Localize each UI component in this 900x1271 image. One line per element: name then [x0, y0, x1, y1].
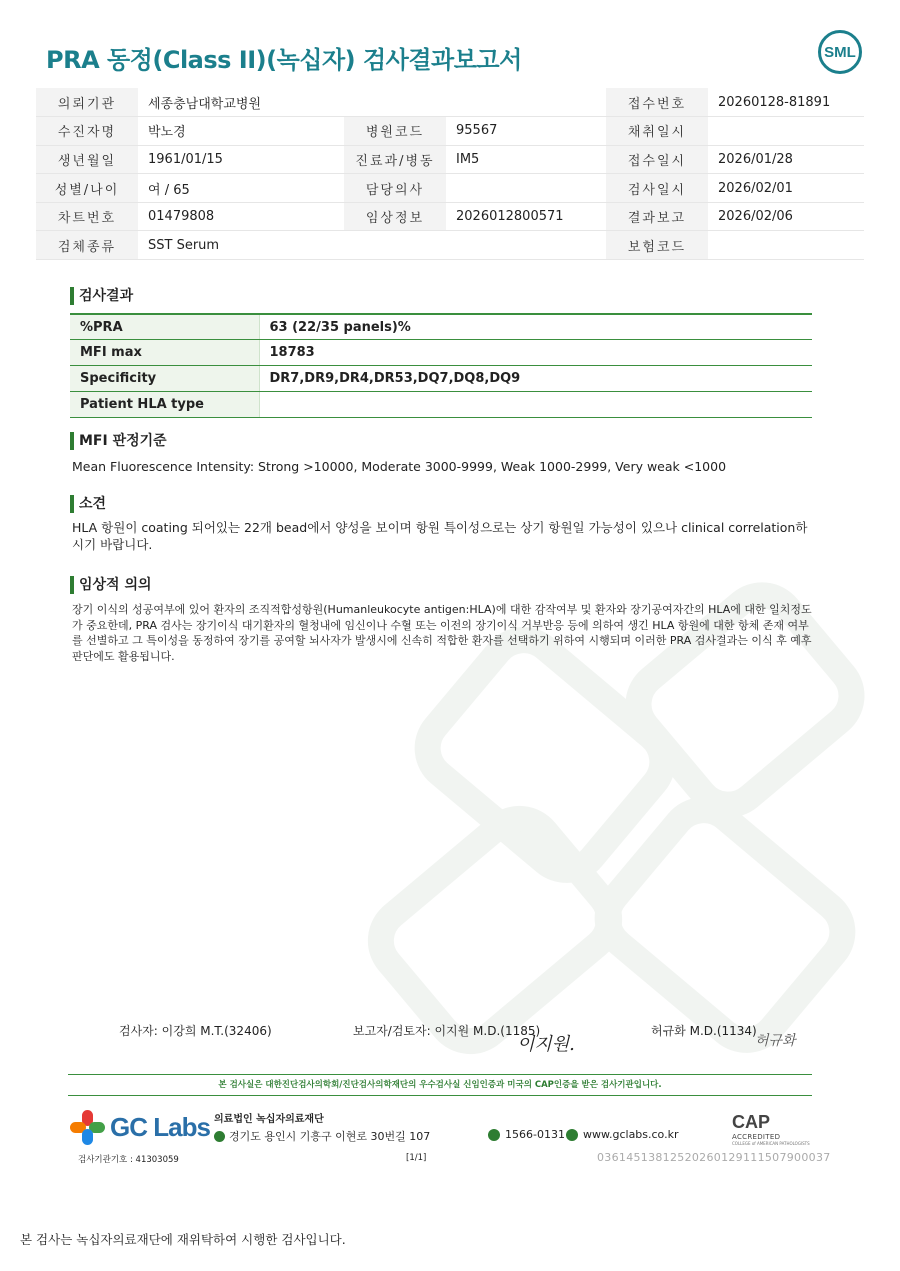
section-title: MFI 판정기준: [70, 432, 726, 450]
info-label: 의뢰기관: [36, 88, 138, 117]
accreditation-notice: 본 검사실은 대한진단검사의학회/진단검사의학재단의 우수검사실 신임인증과 미국의 CAP인증을 받은 검사기관입니다.: [68, 1074, 812, 1096]
phone-text: 1566-0131: [505, 1128, 565, 1141]
info-row: [36, 231, 864, 260]
info-value: 20260128-81891: [708, 88, 864, 117]
reporter-signature: 보고자/검토자: 이지원 M.D.(1185): [353, 1024, 541, 1038]
clinical-section: [70, 576, 812, 664]
info-label: 접수번호: [606, 88, 708, 117]
section-title: 임상적 의의: [70, 576, 812, 594]
result-label: MFI max: [70, 340, 259, 366]
bottom-note: 본 검사는 녹십자의료재단에 재위탁하여 시행한 검사입니다.: [20, 1232, 346, 1247]
info-row: [36, 145, 864, 174]
sml-logo: SML: [818, 30, 862, 74]
info-label: 수진자명: [36, 117, 138, 146]
cap-title: CAP: [732, 1112, 771, 1132]
info-value: IM5: [446, 145, 606, 174]
cap-accreditation-logo: [732, 1112, 812, 1146]
info-row: [36, 117, 864, 146]
report-title: PRA 동정(Class II)(녹십자) 검사결과보고서: [46, 46, 522, 74]
info-value: 1961/01/15: [138, 145, 344, 174]
info-label: 진료과/병동: [344, 145, 446, 174]
info-value: [708, 117, 864, 146]
result-value: [259, 391, 812, 417]
result-value: 18783: [259, 340, 812, 366]
info-value: 2026012800571: [446, 202, 606, 231]
info-value: [708, 231, 864, 260]
info-row: [36, 202, 864, 231]
doctor-signature: 허규화 M.D.(1134): [651, 1024, 757, 1038]
result-value: 63 (22/35 panels)%: [259, 314, 812, 340]
location-pin-icon: [214, 1131, 225, 1142]
opinion-section: [70, 495, 815, 553]
info-value: 01479808: [138, 202, 344, 231]
info-label: 병원코드: [344, 117, 446, 146]
mfi-section: [70, 432, 726, 475]
result-label: Patient HLA type: [70, 391, 259, 417]
opinion-text: HLA 항원이 coating 되어있는 22개 bead에서 양성을 보이며 항원 특이성으로는 상기 항원일 가능성이 있으나 clinical correlation하시기 바랍니다.: [72, 520, 808, 552]
info-label: 담당의사: [344, 174, 446, 203]
result-value: DR7,DR9,DR4,DR53,DQ7,DQ8,DQ9: [259, 366, 812, 392]
info-label: 검체종류: [36, 231, 138, 260]
info-row: [36, 174, 864, 203]
info-value: 박노경: [138, 117, 344, 146]
info-label: 차트번호: [36, 202, 138, 231]
brand-name: GC Labs: [110, 1111, 210, 1142]
section-title: 소견: [70, 495, 815, 513]
result-label: Specificity: [70, 366, 259, 392]
gc-cross-icon: [70, 1110, 104, 1144]
website-text: www.gclabs.co.kr: [583, 1128, 679, 1141]
info-label: 접수일시: [606, 145, 708, 174]
info-value: 2026/01/28: [708, 145, 864, 174]
institution-code: 검사기관기호 : 41303059: [78, 1155, 179, 1165]
result-row: [70, 366, 812, 392]
info-value: [446, 174, 606, 203]
info-label: 보험코드: [606, 231, 708, 260]
clinical-text: 장기 이식의 성공여부에 있어 환자의 조직적합성항원(Humanleukocyte antigen:HLA)에 대한 감작여부 및 환자와 장기공여자간의 HLA에 대한 일치정도가 중요한데, PRA 검사는 장기이식 대기환자의 혈청내에 임신이나 수혈 또는 이전의 장기이식 거부반응 등에 의하여 생긴 HLA 항원에 대한 항체 존재 여부를 선별하고 그 특이성을 동정하여 장기를 공여할 뇌사자가 발생시에 신속히 적합한 환자를 선택하기 위하여 시행되며 이러한 PRA 검사결과는 이식 후 예후 판단에도 활용됩니다.: [72, 603, 812, 663]
tester-signature: 검사자: 이강희 M.T.(32406): [119, 1024, 272, 1038]
patient-info-table: [36, 88, 864, 260]
info-value: [446, 88, 606, 117]
info-label: 생년월일: [36, 145, 138, 174]
info-label: 검사일시: [606, 174, 708, 203]
info-value: SST Serum: [138, 231, 344, 260]
barcode-number: 03614513812520260129111507900037: [597, 1151, 831, 1164]
info-value: 95567: [446, 117, 606, 146]
result-row: [70, 314, 812, 340]
mfi-criteria-text: Mean Fluorescence Intensity: Strong >10000, Moderate 3000-9999, Weak 1000-2999, Very weak <1000: [72, 459, 727, 474]
info-label: 성별/나이: [36, 174, 138, 203]
result-row: [70, 340, 812, 366]
reporter-sign-script: 이지원.: [517, 1034, 575, 1055]
doctor-sign-script: 허규화: [755, 1033, 796, 1049]
gc-labs-logo: [70, 1110, 210, 1144]
phone-icon: [488, 1129, 500, 1141]
info-label: 임상정보: [344, 202, 446, 231]
result-section-header: [70, 287, 133, 305]
info-row: [36, 88, 864, 117]
cap-org: COLLEGE of AMERICAN PATHOLOGISTS: [732, 1141, 810, 1146]
info-label: 채취일시: [606, 117, 708, 146]
home-icon: [566, 1129, 578, 1141]
info-label: 결과보고: [606, 202, 708, 231]
result-table: [70, 313, 812, 418]
page-number: [1/1]: [406, 1153, 427, 1163]
info-label: [344, 88, 446, 117]
info-label: [344, 231, 446, 260]
info-value: 2026/02/06: [708, 202, 864, 231]
section-title: 검사결과: [70, 287, 133, 305]
info-value: 2026/02/01: [708, 174, 864, 203]
info-value: 세종충남대학교병원: [138, 88, 344, 117]
foundation-name: 의료법인 녹십자의료재단: [214, 1114, 324, 1125]
address-text: 경기도 용인시 기흥구 이현로 30번길 107: [229, 1130, 431, 1143]
result-row: [70, 391, 812, 417]
info-value: [446, 231, 606, 260]
info-value: 여 / 65: [138, 174, 344, 203]
website: [566, 1128, 679, 1141]
phone: [488, 1128, 565, 1141]
cap-subtitle: ACCREDITED: [732, 1133, 781, 1141]
result-label: %PRA: [70, 314, 259, 340]
address: [214, 1128, 430, 1144]
